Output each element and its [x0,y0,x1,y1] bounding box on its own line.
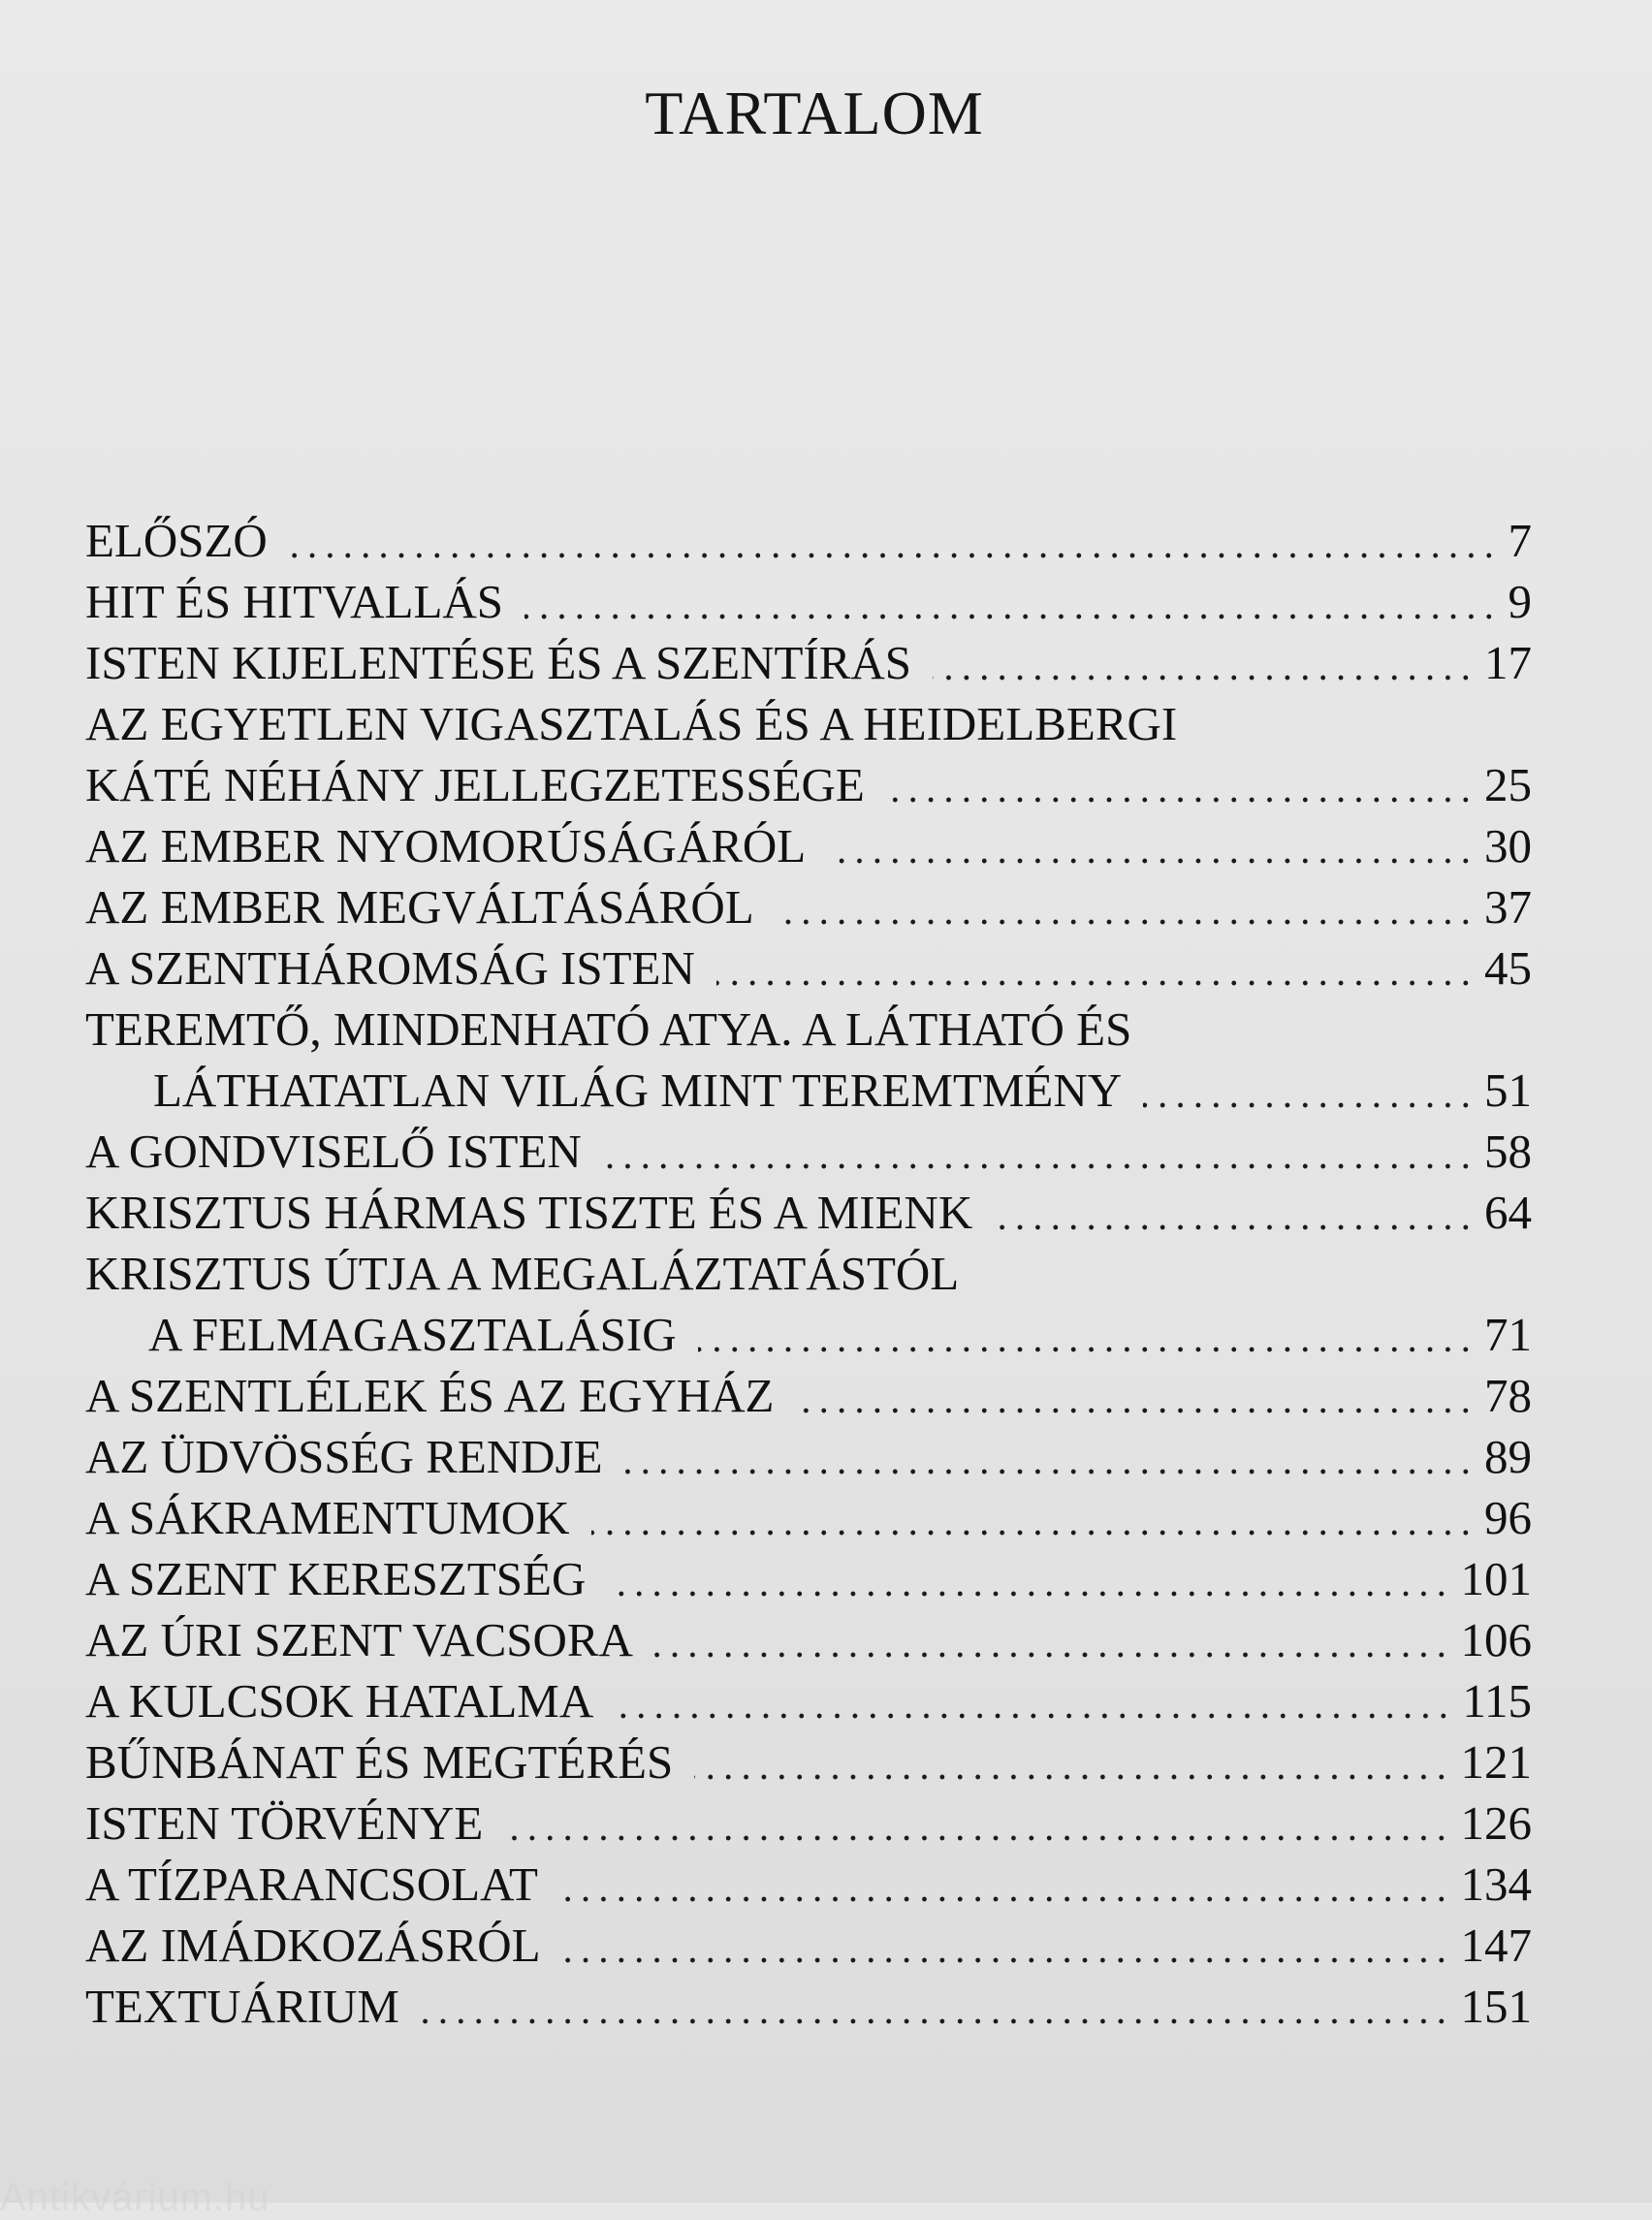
toc-entry-title: HIT ÉS HITVALLÁS [85,575,504,628]
toc-entry-title: AZ IMÁDKOZÁSRÓL [85,1919,541,1972]
toc-entry-title: KRISZTUS ÚTJA A MEGALÁZTATÁSTÓL [85,1247,960,1300]
toc-entry-title: A TÍZPARANCSOLAT [85,1857,538,1911]
toc-leader-dots [716,980,1475,986]
toc-entry-line [85,1670,1532,1731]
toc-leader-dots [603,1163,1475,1169]
toc-entry-title: A SZENTLÉLEK ÉS AZ EGYHÁZ [85,1369,775,1422]
toc-entry-title: AZ EMBER NYOMORÚSÁGÁRÓL [85,819,807,872]
toc-leader-dots [421,2018,1450,2024]
toc-leader-dots [562,1957,1450,1963]
toc-leader-dots [654,1652,1450,1658]
toc-entry-title: AZ ÜDVÖSSÉG RENDJE [85,1430,603,1483]
toc-entry-line [85,693,1532,754]
toc-page-number: 58 [1484,1125,1532,1178]
toc-page-number: 101 [1460,1552,1532,1605]
toc-leader-dots [615,1713,1452,1719]
toc-page-number: 78 [1484,1369,1532,1422]
table-of-contents [85,510,1532,2037]
toc-leader-dots [289,553,1498,558]
toc-entry-line [85,1609,1532,1670]
toc-entry-line [85,1915,1532,1976]
toc-entry-line [85,1182,1532,1243]
toc-leader-dots [994,1224,1475,1230]
toc-leader-dots [776,919,1475,925]
toc-leader-dots [694,1774,1450,1780]
toc-page-number: 151 [1460,1980,1532,2033]
toc-entry-title: AZ EGYETLEN VIGASZTALÁS ÉS A HEIDELBERGI [85,697,1178,750]
toc-page-number: 121 [1460,1735,1532,1789]
toc-entry-title: A KULCSOK HATALMA [85,1674,594,1728]
toc-page-number: 126 [1460,1796,1532,1850]
toc-page-number: 9 [1508,575,1532,628]
toc-entry-title: LÁTHATATLAN VILÁG MINT TEREMTMÉNY [153,1063,1123,1117]
toc-entry-line [85,1121,1532,1182]
toc-leader-dots [524,614,1498,619]
toc-leader-dots [591,1530,1475,1536]
toc-entry-title: ELŐSZÓ [85,514,268,567]
toc-entry-line [85,632,1532,693]
toc-page-number: 51 [1484,1063,1532,1117]
toc-page-number: 64 [1484,1186,1532,1239]
toc-page-number: 115 [1462,1674,1532,1728]
toc-page-number: 106 [1460,1613,1532,1666]
watermark: Antikvárium.hu [0,2176,270,2219]
toc-entry-title: AZ ÚRI SZENT VACSORA [85,1613,633,1666]
toc-entry-title: A SÁKRAMENTUMOK [85,1491,570,1544]
toc-leader-dots [504,1835,1450,1841]
toc-entry-title: ISTEN TÖRVÉNYE [85,1796,484,1850]
toc-entry-title: A SZENTHÁROMSÁG ISTEN [85,941,695,995]
toc-entry-line [85,1731,1532,1792]
toc-entry-line [85,876,1532,937]
toc-entry-title: A SZENT KERESZTSÉG [85,1552,587,1605]
toc-entry-title: TEXTUÁRIUM [85,1980,399,2033]
toc-entry-title: A GONDVISELŐ ISTEN [85,1125,582,1178]
toc-leader-dots [624,1469,1475,1475]
toc-entry-line [85,510,1532,571]
toc-entry-line [85,937,1532,999]
toc-entry-title: A FELMAGASZTALÁSIG [148,1308,677,1361]
toc-entry-title: AZ EMBER MEGVÁLTÁSÁRÓL [85,880,754,934]
toc-page-number: 71 [1484,1308,1532,1361]
toc-entry-line [85,1792,1532,1854]
toc-entry-line [85,1243,1532,1304]
toc-entry-title: ISTEN KIJELENTÉSE ÉS A SZENTÍRÁS [85,636,912,689]
toc-leader-dots [559,1896,1450,1902]
toc-page-number: 134 [1460,1857,1532,1911]
page-title: TARTALOM [645,79,984,147]
toc-entry-title: TEREMTŐ, MINDENHATÓ ATYA. A LÁTHATÓ ÉS [85,1002,1132,1056]
toc-entry-title: BŰNBÁNAT ÉS MEGTÉRÉS [85,1735,674,1789]
toc-entry-line [85,1487,1532,1548]
toc-page-number: 37 [1484,880,1532,934]
toc-page-number: 147 [1460,1919,1532,1972]
toc-leader-dots [607,1591,1450,1597]
toc-entry-line [85,1548,1532,1609]
toc-leader-dots [933,675,1475,681]
toc-entry-line [85,999,1532,1060]
toc-entry-line [85,1976,1532,2037]
toc-entry-line [85,1365,1532,1426]
toc-entry-line [85,1060,1532,1121]
toc-entry-line [85,1426,1532,1487]
toc-leader-dots [795,1408,1475,1413]
toc-entry-line [85,1854,1532,1915]
toc-entry-title: KRISZTUS HÁRMAS TISZTE ÉS A MIENK [85,1186,973,1239]
toc-page-number: 25 [1484,758,1532,811]
toc-page-number: 89 [1484,1430,1532,1483]
toc-entry-line [85,571,1532,632]
toc-page-number: 96 [1484,1491,1532,1544]
toc-leader-dots [1143,1102,1475,1108]
toc-leader-dots [827,858,1475,864]
toc-page-number: 30 [1484,819,1532,872]
toc-entry-line [85,815,1532,876]
toc-entry-title: KÁTÉ NÉHÁNY JELLEGZETESSÉGE [85,758,865,811]
toc-leader-dots [698,1347,1475,1352]
toc-page-number: 17 [1484,636,1532,689]
toc-entry-line [85,754,1532,815]
toc-entry-line [85,1304,1532,1365]
toc-page-number: 45 [1484,941,1532,995]
toc-leader-dots [886,797,1475,803]
toc-page-number: 7 [1508,514,1532,567]
